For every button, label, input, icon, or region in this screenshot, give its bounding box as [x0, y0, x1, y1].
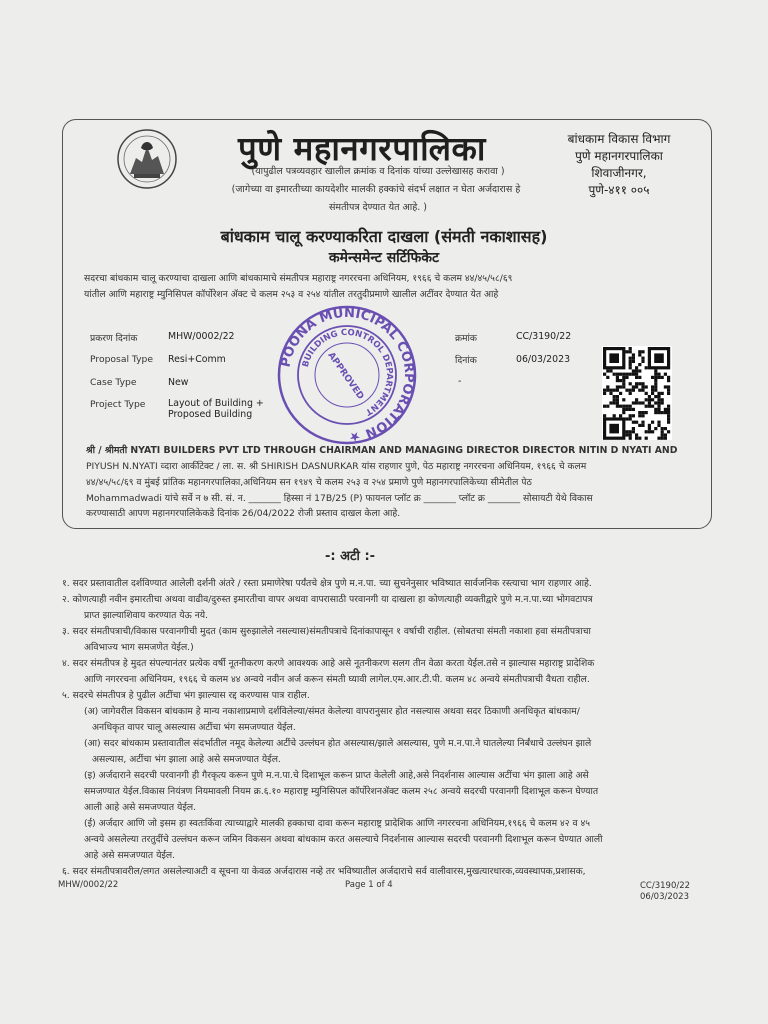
intro-line-1: सदरचा बांधकाम चालू करण्याचा दाखला आणि बांधकामाचे संमतीपत्र महाराष्ट्र नगररचना अधिनियम, १९६६ चे कलम ४४/४५/५८/६९	[84, 273, 513, 284]
dept-line-3: शिवाजीनगर,	[591, 166, 647, 180]
qr-code-icon	[602, 346, 672, 440]
svg-text:APPROVED: APPROVED	[325, 350, 366, 402]
svg-text:POONA MUNICIPAL CORPORATION ★: POONA MUNICIPAL CORPORATION ★	[278, 305, 417, 445]
condition-line: २. कोणत्याही नवीन इमारतीचा अथवा वाढीव/दुरुस्त इमारतीचा वापर अथवा वापरासाठी परवानगी या दाखला हा कोणत्याही व्यक्तीद्वारे पुणे म.न.पा.च्या भोगवटापत्र	[62, 594, 593, 605]
case-date-value: MHW/0002/22	[168, 331, 235, 342]
dept-line-1: बांधकाम विकास विभाग	[567, 132, 671, 146]
condition-line: अनधिकृत वापर चालू असल्यास अटींचा भंग समजण्यात येईल.	[92, 722, 296, 733]
approved-seal-stamp	[277, 305, 417, 445]
case-date-label: प्रकरण दिनांक	[90, 333, 138, 344]
conditions-heading: -: अटी :-	[324, 549, 376, 564]
number-label: क्रमांक	[455, 333, 477, 344]
applicant-line-5: करण्यासाठी आपण महानगरपालिकेकडे दिनांक 26/04/2022 रोजी प्रस्ताव दाखल केला आहे.	[86, 508, 401, 519]
condition-line: असल्यास, अटींचा भंग झाला आहे असे समजण्यात येईल.	[92, 754, 281, 765]
footer-case-number: MHW/0002/22	[58, 880, 119, 890]
header-note-1: (यापुढील पत्रव्यवहार खालील क्रमांक व दिनांक यांच्या उल्लेखासह करावा )	[251, 166, 505, 177]
pmc-logo-icon	[116, 126, 178, 192]
project-type-value-2: Proposed Building	[168, 409, 253, 420]
condition-line: ५. सदरचे संमतीपत्र हे पुढील अटींचा भंग झाल्यास रद्द करण्यास पात्र राहील.	[62, 690, 310, 701]
dept-line-4: पुणे-४११ ००५	[588, 183, 650, 197]
project-type-label: Project Type	[90, 399, 146, 410]
condition-line: ६. सदर संमतीपत्रावरील/लगत असलेल्याअटी व सूचना या केवळ अर्जदारास नव्हे तर भविष्यातील अर्जदाराचे सर्व वालीवारस,मुखत्यारधारक,व्यवस्थापक,प्रशासक,	[62, 866, 586, 877]
condition-line: ३. सदर संमतीपत्राची/विकास परवानगीची मुदत (काम सुरुझालेले नसल्यास)संमतीपत्राचे दिनांकापासून १ वर्षाची राहील. (सोबतचा संमती नकाशा हवा संमतीपत्राचा	[62, 626, 591, 637]
condition-line: १. सदर प्रस्तावातील दर्शविण्यात आलेली दर्शनी अंतरे / रस्ता प्रमाणेरेषा पर्यंतचे क्षेत्र पुणे म.न.पा. च्या सुचनेनुसार भविष्यात सार्वजनिक रस्त्याचा भाग राहणार आहे.	[62, 578, 592, 589]
footer-page-number: Page 1 of 4	[345, 880, 393, 890]
svg-text:BUILDING CONTROL DEPARTMENT: BUILDING CONTROL DEPARTMENT	[300, 327, 395, 417]
applicant-line-4: Mohammadwadi यांचे सर्वे न ७ सी. सं. न. _______ हिस्सा नं 17B/25 (P) फायनल प्लॉट क्र _______ प्लॉट क्र _______ सोसायटी येथे विकास	[86, 493, 593, 504]
condition-line: ४. सदर संमतीपत्र हे मुदत संपल्यानंतर प्रत्येक वर्षी नूतनीकरण करणे आवश्यक आहे असे नूतनीकरण सलग तीन वेळा करता येईल.तसे न झाल्यास महाराष्ट्र प्रादेशिक	[62, 658, 595, 669]
condition-line: (इ) अर्जदाराने सदरची परवानगी ही गैरकृत्य करून पुणे म.न.पा.चे दिशाभूल करून प्राप्त केलेली आहे,असे निदर्शनास आल्यास अटींचा भंग झाला आहे असे	[84, 770, 589, 781]
applicant-line-3: ४४/४५/५८/६९ व मुंबई प्रांतिक महानगरपालिका,अधिनियम सन १९४९ चे कलम २५३ व २५४ प्रमाणे पुणे महानगरपालिकेच्या सीमेतील पेठ	[86, 477, 532, 488]
header-note-3: संमतीपत्र देण्यात येत आहे. )	[328, 202, 428, 213]
field-dash: -	[458, 376, 462, 387]
condition-line: समजण्यात येईल.विकास नियंत्रण नियमावली नियम क्र.६.१० महाराष्ट्र म्युनिसिपल कॉर्पोरेशनॲक्ट कलम २५८ अन्वये सदरची परवानगी दिशाभूल करून घेण्यात	[84, 786, 599, 797]
certificate-title-english-transliteration: कमेन्समेन्ट सर्टिफिकेट	[328, 250, 440, 266]
condition-line: आली आहे असे समजण्यात येईल.	[84, 802, 196, 813]
condition-line: आणि नगररचना अधिनियम, १९६६ चे कलम ४४ अन्वये नवीन अर्ज करून संमती घ्यावी लागेल.एम.आर.टी.पी. कलम ४८ अन्वये संमतीपत्राची वैधता राहील.	[84, 674, 590, 685]
condition-line: अन्वये असलेल्या तरतुदींचे उल्लंघन करून जमिन विकसन अथवा बांधकाम करत असल्याचे निदर्शनास आल्यास सदरची परवानगी दिशाभूल करून घेण्यात आली	[84, 834, 603, 845]
condition-line: आहे असे समजण्यात येईल.	[84, 850, 176, 861]
footer-date: 06/03/2023	[640, 892, 689, 902]
proposal-type-value: Resi+Comm	[168, 354, 226, 365]
condition-line: (ई) अर्जदार आणि जो इसम हा स्वतःकिंवा त्याच्याद्वारे मालकी हक्काचा दावा करून महाराष्ट्र प्रादेशिक आणि नगररचना अधिनियम,१९६६ चे कलम ४२ व ४५	[84, 818, 591, 829]
applicant-line-2: PIYUSH N.NYATI व्दारा आर्कीटेक्ट / ला. स. श्री SHIRISH DASNURKAR यांस राहणार पुणे, पेठ महाराष्ट्र नगररचना अधिनियम, १९६६ चे कलम	[86, 461, 587, 472]
dept-line-2: पुणे महानगरपालिका	[575, 149, 663, 163]
condition-line: (अ) जागेवरील विकसन बांधकाम हे मान्य नकाशाप्रमाणे दर्शविलेल्या/संमत केलेल्या वापरानुसार होत नसल्यास अथवा सदर ठिकाणी अनधिकृत बांधकाम/	[84, 706, 580, 717]
header-note-2: (जागेच्या वा इमारतीच्या कायदेशीर मालकी हक्कांचे संदर्भ लक्षात न घेता अर्जदारास हे	[231, 184, 521, 195]
case-type-value: New	[168, 377, 189, 388]
footer-cc-number: CC/3190/22	[640, 881, 691, 891]
proposal-type-label: Proposal Type	[90, 354, 154, 365]
condition-line: अविभाज्य भाग समजणेत येईल.)	[84, 642, 194, 653]
case-type-label: Case Type	[90, 377, 137, 388]
intro-line-2: यांतील आणि महाराष्ट्र म्युनिसिपल कॉर्पोरेशन ॲक्ट चे कलम २५३ व २५४ यांतील तरतुदीप्रमाणे खालील अटींवर देण्यात येत आहे	[84, 289, 499, 300]
applicant-line-1: श्री / श्रीमती NYATI BUILDERS PVT LTD THROUGH CHAIRMAN AND MANAGING DIRECTOR DIRECTOR NITIN D NYATI AND	[86, 445, 678, 456]
condition-line: प्राप्त झाल्याशिवाय करण्यात येऊ नये.	[84, 610, 209, 621]
number-value: CC/3190/22	[516, 331, 572, 342]
date-value: 06/03/2023	[516, 354, 571, 365]
condition-line: (आ) सदर बांधकाम प्रस्तावातील संदर्भातील नमूद केलेल्या अटींचे उल्लंघन होत असल्यास/झाले असल्यास, पुणे म.न.पा.ने घातलेल्या निर्बंधाचे उल्लंघन झाले	[84, 738, 592, 749]
date-label: दिनांक	[455, 355, 477, 366]
certificate-title-marathi: बांधकाम चालू करण्याकरिता दाखला (संमती नकाशासह)	[220, 227, 548, 246]
project-type-value-1: Layout of Building +	[168, 398, 264, 409]
corporation-title: पुणे महानगरपालिका	[238, 129, 486, 168]
